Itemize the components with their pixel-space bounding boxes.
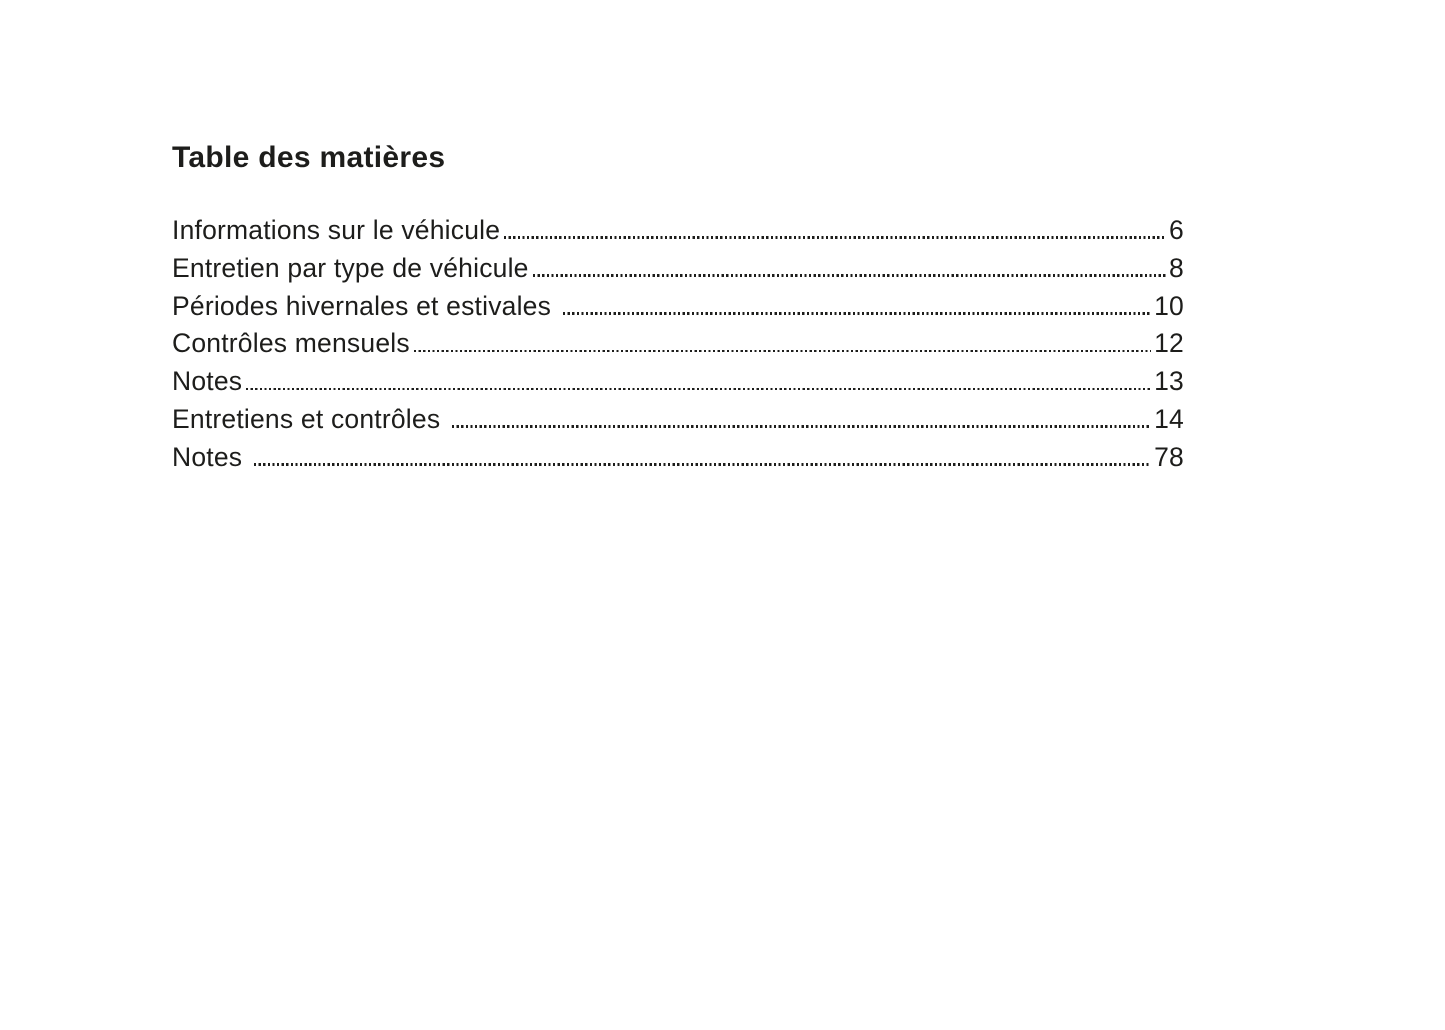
toc-entry[interactable]: [172, 325, 1184, 363]
dotted-leader: [414, 350, 1151, 353]
toc-entry-page-number: 78: [1154, 441, 1184, 472]
toc-entry[interactable]: [172, 363, 1184, 401]
toc-entry[interactable]: [172, 212, 1184, 250]
toc-entry[interactable]: [172, 288, 1184, 326]
table-of-contents: [172, 212, 1184, 477]
toc-entry[interactable]: [172, 401, 1184, 439]
toc-entry-label: Entretien par type de véhicule: [172, 252, 529, 283]
page-title: Table des matières: [172, 141, 446, 174]
dotted-leader: [563, 312, 1151, 315]
toc-entry-label: Notes: [172, 366, 243, 397]
dotted-leader: [533, 274, 1166, 277]
toc-entry[interactable]: [172, 250, 1184, 288]
toc-entry-page-number: 14: [1154, 403, 1184, 434]
dotted-leader: [452, 425, 1151, 428]
toc-entry-page-number: 6: [1169, 215, 1184, 245]
dotted-leader: [504, 236, 1166, 239]
toc-entry-page-number: 10: [1154, 290, 1184, 321]
toc-entry-label: Notes: [172, 441, 250, 472]
dotted-leader: [246, 388, 1151, 391]
toc-entry[interactable]: [172, 439, 1184, 477]
dotted-leader: [254, 463, 1151, 466]
toc-entry-label: Informations sur le véhicule: [172, 215, 501, 245]
toc-entry-label: Périodes hivernales et estivales: [172, 290, 559, 321]
toc-entry-page-number: 8: [1169, 252, 1184, 283]
toc-entry-page-number: 12: [1154, 328, 1184, 359]
toc-entry-label: Entretiens et contrôles: [172, 403, 448, 434]
toc-entry-label: Contrôles mensuels: [172, 328, 410, 359]
toc-entry-page-number: 13: [1154, 366, 1184, 397]
